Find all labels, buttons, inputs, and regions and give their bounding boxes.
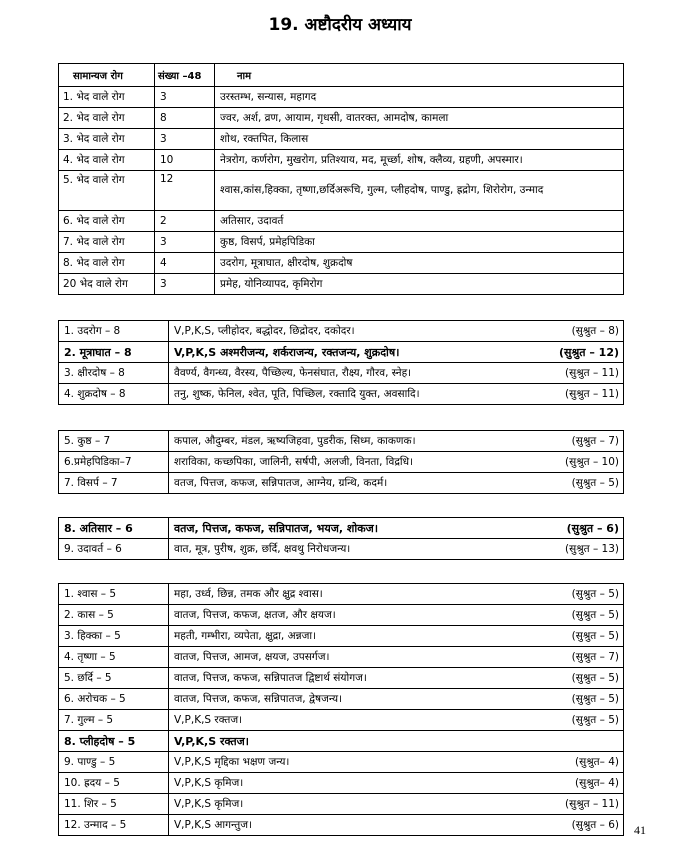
reference: (सुश्रुत – 6) (566, 521, 619, 535)
disease-name: 5. कुष्ठ – 7 (59, 431, 169, 452)
row-label: 2. भेद वाले रोग (59, 108, 155, 129)
row-label: 7. भेद वाले रोग (59, 232, 155, 253)
reference: (सुश्रुत – 5) (571, 672, 619, 684)
table-row (59, 689, 624, 710)
table-row (59, 518, 624, 539)
reference: (सुश्रुत – 5) (571, 630, 619, 642)
disease-name: 9. पाण्डु – 5 (59, 752, 169, 773)
table-row (59, 731, 624, 752)
row-names: प्रमेह, योनिव्यापद, कृमिरोग (215, 274, 624, 295)
table-group-kushtha (58, 430, 624, 494)
disease-name: 10. ह्रदय – 5 (59, 773, 169, 794)
row-count: 10 (155, 150, 215, 171)
types-text: वतज, पित्तज, कफज, सन्निपातज, भयज, शोकज। (174, 521, 379, 535)
page-number: 41 (634, 823, 646, 837)
row-label: 8. भेद वाले रोग (59, 253, 155, 274)
row-count: 3 (155, 274, 215, 295)
disease-name: 12. उन्माद – 5 (59, 815, 169, 836)
reference: (सुश्रुत – 6) (571, 819, 619, 831)
reference: (सुश्रुत – 10) (565, 456, 619, 468)
header-disease: सामान्यज रोग (59, 64, 155, 87)
disease-types (169, 668, 624, 689)
disease-name: 6. अरोचक – 5 (59, 689, 169, 710)
disease-types (169, 815, 624, 836)
disease-types (169, 321, 624, 342)
row-count: 3 (155, 87, 215, 108)
reference: (सुश्रुत – 11) (565, 367, 619, 379)
disease-name: 3. हिक्का – 5 (59, 626, 169, 647)
types-text (174, 542, 350, 556)
disease-name: 2. मूत्राघात – 8 (59, 342, 169, 363)
table-row (59, 342, 624, 363)
disease-types (169, 689, 624, 710)
types-text: V,P,K,S रक्तज। (174, 734, 249, 748)
table-row (59, 539, 624, 560)
types-text: शराविका, कच्छपिका, जालिनी, सर्षपी, अलजी, विनता, विद्रधि। (174, 456, 414, 468)
table-row (59, 626, 624, 647)
table-header-row (59, 64, 624, 87)
reference: (सुश्रुत – 5) (571, 609, 619, 621)
disease-types (169, 518, 624, 539)
types-text: महती, गम्भीरा, व्यपेता, क्षुद्रा, अन्नजा। (174, 630, 317, 642)
reference: (सुश्रुत – 13) (565, 543, 619, 555)
row-names: कुष्ठ, विसर्प, प्रमेहपिडिका (215, 232, 624, 253)
table-row (59, 232, 624, 253)
row-names: श्वास,कांस,हिक्का, तृष्णा,छर्दिअरूचि, गुल्म, प्लीहदोष, पाण्डु, ह्रद्रोग, शिरोरोग, उन्माद (215, 171, 624, 211)
reference: (सुश्रुत – 7) (571, 651, 619, 663)
table-group-atisara (58, 517, 624, 560)
row-names: उदरोग, मूत्राघात, क्षीरदोष, शुक्रदोष (215, 253, 624, 274)
disease-name: 8. प्लीहदोष – 5 (59, 731, 169, 752)
row-names: ज्वर, अर्श, व्रण, आयाम, गृधसी, वातरक्त, आमदोष, कामला (215, 108, 624, 129)
disease-types (169, 605, 624, 626)
types-text: V,P,K,S कृमिज। (174, 777, 244, 789)
table-row (59, 584, 624, 605)
disease-name: 8. अतिसार – 6 (59, 518, 169, 539)
reference: (सुश्रुत – 7) (571, 435, 619, 447)
table-row (59, 363, 624, 384)
table-row (59, 668, 624, 689)
disease-types (169, 773, 624, 794)
reference: (सुश्रुत – 11) (565, 798, 619, 810)
types-text: वातज, पित्तज, कफज, क्षतज, और क्षयज। (174, 609, 336, 621)
table-row (59, 274, 624, 295)
row-count: 3 (155, 129, 215, 150)
types-text: V,P,K,S रक्तज। (174, 714, 243, 726)
types-text: कपाल, औदुम्बर, मंडल, ऋष्यजिहवा, पुडरीक, सिध्म, काकणक। (174, 435, 416, 447)
reference: (सुश्रुत – 12) (558, 345, 619, 359)
table-row (59, 87, 624, 108)
types-text: तनु, शुष्क, फेनिल, श्वेत, पूति, पिच्छिल, रक्तादि युक्त, अवसादि। (174, 388, 420, 400)
reference: (सुश्रुत – 11) (565, 388, 619, 400)
table-row (59, 815, 624, 836)
row-names: उरस्तम्भ, सन्यास, महागद (215, 87, 624, 108)
disease-name: 9. उदावर्त – 6 (59, 539, 169, 560)
disease-types (169, 647, 624, 668)
page-title: 19. अष्टौदरीय अध्याय (268, 15, 412, 35)
table-row (59, 384, 624, 405)
disease-name: 5. छर्दि – 5 (59, 668, 169, 689)
header-count: संख्या –48 (155, 64, 215, 87)
reference: (सुश्रुत – 5) (571, 693, 619, 705)
disease-count-table (58, 63, 624, 295)
disease-types (169, 539, 624, 560)
disease-name: 11. शिर – 5 (59, 794, 169, 815)
row-label: 4. भेद वाले रोग (59, 150, 155, 171)
row-label: 1. भेद वाले रोग (59, 87, 155, 108)
types-text: वतज, पित्तज, कफज, सन्निपातज, आग्नेय, ग्रन्थि, कदर्म। (174, 477, 388, 489)
types-text: वातज, पित्तज, कफज, सन्निपातज, द्वेषजन्य। (174, 693, 343, 705)
table-row (59, 752, 624, 773)
types-text: वातज, पित्तज, कफज, सन्निपातज द्विष्टार्थ संयोगज। (174, 672, 367, 684)
table-row (59, 452, 624, 473)
table-row (59, 473, 624, 494)
disease-types (169, 431, 624, 452)
row-label: 3. भेद वाले रोग (59, 129, 155, 150)
disease-name: 7. विसर्प – 7 (59, 473, 169, 494)
table-row (59, 647, 624, 668)
disease-name: 6.प्रमेहपिडिका–7 (59, 452, 169, 473)
disease-types (169, 752, 624, 773)
disease-types (169, 384, 624, 405)
reference: (सुश्रुत – 5) (571, 477, 619, 489)
disease-name: 4. तृष्णा – 5 (59, 647, 169, 668)
row-label: 20 भेद वाले रोग (59, 274, 155, 295)
row-count: 3 (155, 232, 215, 253)
disease-name: 3. क्षीरदोष – 8 (59, 363, 169, 384)
table-row (59, 171, 624, 211)
row-count: 8 (155, 108, 215, 129)
reference: (सुश्रुत– 4) (575, 756, 619, 768)
disease-name: 1. उदरोग – 8 (59, 321, 169, 342)
table-group-udara (58, 320, 624, 405)
row-label: 6. भेद वाले रोग (59, 211, 155, 232)
table-row (59, 321, 624, 342)
disease-types (169, 710, 624, 731)
row-label: 5. भेद वाले रोग (59, 171, 155, 211)
table-row (59, 129, 624, 150)
table-group-shvasa (58, 583, 624, 836)
types-text: V,P,K,S अश्मरीजन्य, शर्कराजन्य, रक्तजन्य, शुक्रदोष। (174, 345, 400, 359)
types-text: वातज, पित्तज, आमज, क्षयज, उपसर्गज। (174, 651, 330, 663)
types-text: V,P,K,S मृद्दिका भक्षण जन्य। (174, 756, 290, 768)
row-count: 4 (155, 253, 215, 274)
types-text: V,P,K,S कृमिज। (174, 798, 244, 810)
table-row (59, 794, 624, 815)
row-count: 12 (155, 171, 215, 211)
disease-types (169, 452, 624, 473)
row-count: 2 (155, 211, 215, 232)
disease-types (169, 473, 624, 494)
disease-name: 7. गुल्म – 5 (59, 710, 169, 731)
disease-types (169, 584, 624, 605)
table-row (59, 253, 624, 274)
row-names: शोथ, रक्तपित, किलास (215, 129, 624, 150)
disease-name: 1. श्वास – 5 (59, 584, 169, 605)
types-text-value: वात, मूत्र, पुरीष, शुक्र, छर्दि, क्षवथु निरोधजन्य। (174, 543, 351, 555)
types-text: V,P,K,S आगन्तुज। (174, 819, 253, 831)
reference: (सुश्रुत– 4) (575, 777, 619, 789)
reference: (सुश्रुत – 8) (571, 325, 619, 337)
disease-name: 4. शुक्रदोष – 8 (59, 384, 169, 405)
types-text: वैवर्ण्य, वैगन्ध्य, वैरस्य, पैच्छिल्य, फेनसंघात, रौक्ष्य, गौरव, स्नेह। (174, 367, 412, 379)
disease-types (169, 342, 624, 363)
types-text: V,P,K,S, प्लीहोदर, बद्धोदर, छिद्रोदर, दकोदर। (174, 325, 355, 337)
disease-name: 2. कास – 5 (59, 605, 169, 626)
row-names: अतिसार, उदावर्त (215, 211, 624, 232)
reference: (सुश्रुत – 5) (571, 714, 619, 726)
disease-types (169, 731, 624, 752)
table-row (59, 211, 624, 232)
header-names: नाम (215, 64, 624, 87)
reference: (सुश्रुत – 5) (571, 588, 619, 600)
table-row (59, 605, 624, 626)
disease-types (169, 794, 624, 815)
disease-types (169, 626, 624, 647)
row-names: नेत्ररोग, कर्णरोग, मुखरोग, प्रतिश्याय, मद, मूर्च्छा, शोष, क्लैव्य, ग्रहणी, अपस्मार। (215, 150, 624, 171)
table-row (59, 431, 624, 452)
types-text: महा, उर्ध्व, छिन्न, तमक और क्षुद्र श्वास। (174, 588, 323, 600)
table-row (59, 150, 624, 171)
table-row (59, 108, 624, 129)
table-row (59, 710, 624, 731)
disease-types (169, 363, 624, 384)
table-row (59, 773, 624, 794)
